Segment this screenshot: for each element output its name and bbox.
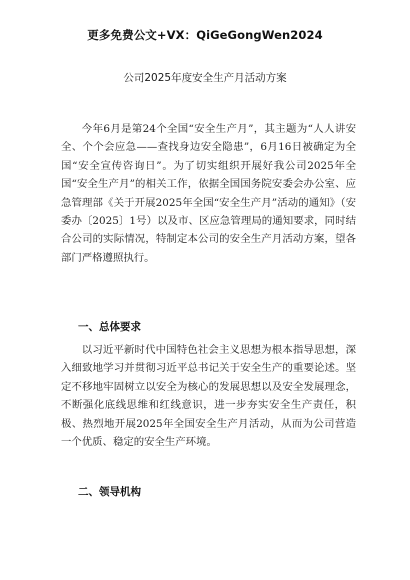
intro-paragraph: 今年6月是第24个全国“安全生产月”，其主题为“人人讲安全、个个会应急——查找身边安全隐患”，6月16日被确定为全国“安全宣传咨询日”。为了切实组织开展好我公司2025年全国“安全生产月”的相关工作，依据全国国务院安委会办公室、应急管理部《关于开展2025年全国“安全生产月”活动的通知》（安委办〔2025〕1号）以及市、区应急管理局的通知要求，同时结合公司的实际情况，特制定本公司的安全生产月活动方案，望各部门严格遵照执行。 [61,123,356,264]
document-title: 公司2025年度安全生产月活动方案 [123,72,287,84]
section-heading-leadership: 二、领导机构 [78,486,141,498]
watermark-text: 更多免费公文+VX：QiGeGongWen2024 [87,28,323,42]
section-heading-general-requirements: 一、总体要求 [78,321,141,333]
general-requirements-paragraph: 以习近平新时代中国特色社会主义思想为根本指导思想，深入细致地学习并贯彻习近平总书记关于安全生产的重要论述。坚定不移地牢固树立以安全为核心的发展思想以及安全发展理念，不断强化底线思维和红线意识，进一步夯实安全生产责任，积极、热烈地开展2025年全国安全生产月活动，从而为公司营造一个优质、稳定的安全生产环境。 [61,344,356,449]
